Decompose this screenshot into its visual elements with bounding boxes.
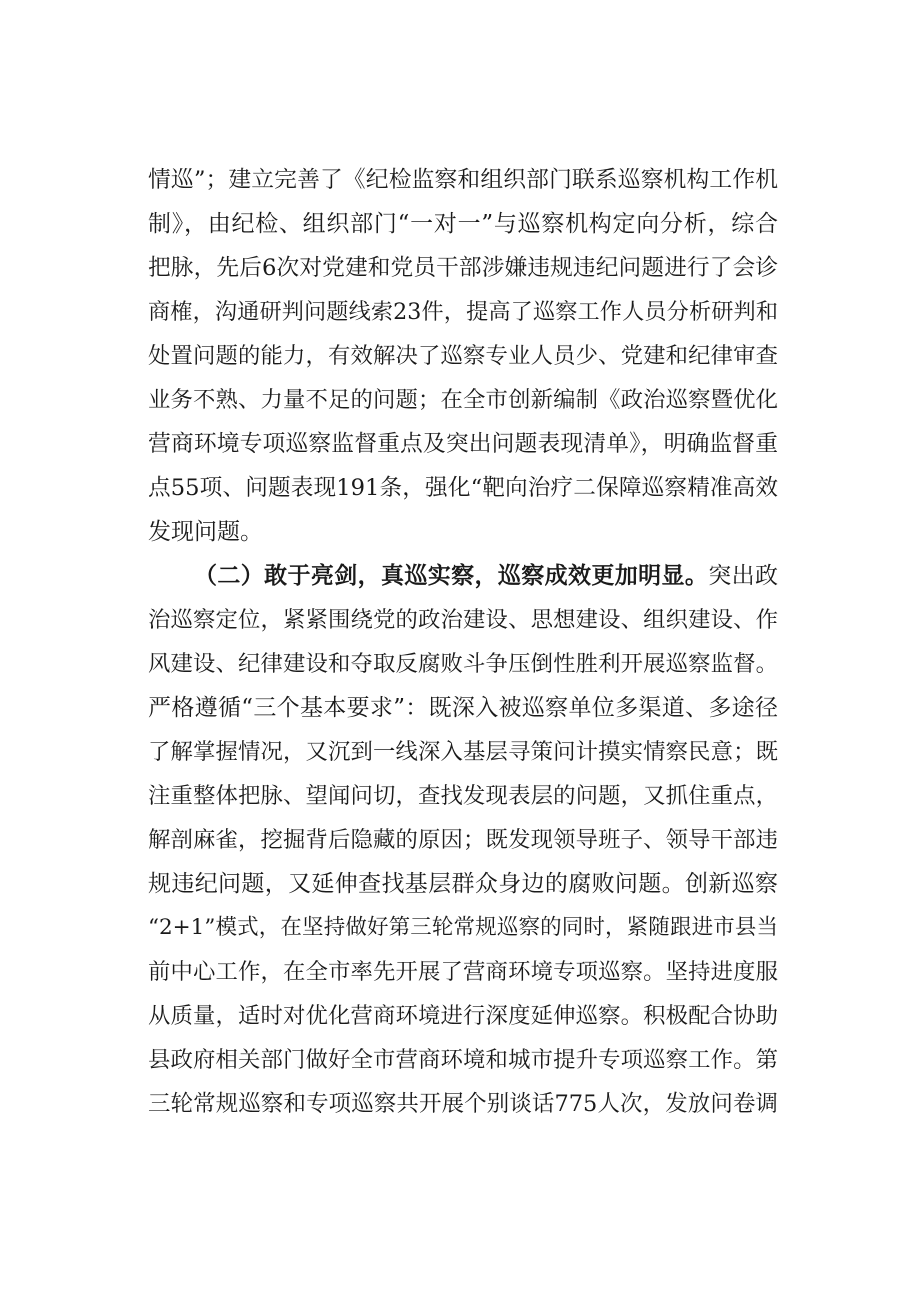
text-line: 解剖麻雀，挖掘背后隐藏的原因；既发现领导班子、领导干部违	[148, 827, 778, 853]
text-line: 了解掌握情况，又沉到一线深入基层寻策问计摸实情察民意；既	[148, 739, 778, 765]
text-line: 制》，由纪检、组织部门“一对一”与巡察机构定向分析，综合	[148, 211, 778, 237]
text-line: 注重整体把脉、望闻问切，查找发现表层的问题，又抓住重点，	[148, 783, 778, 809]
text-line: 发现问题。	[148, 519, 263, 545]
text-line: 营商环境专项巡察监督重点及突出问题表现清单》，明确监督重	[148, 431, 778, 457]
text-line: 把脉，先后6次对党建和党员干部涉嫌违规违纪问题进行了会诊	[148, 255, 778, 281]
paragraph-1	[148, 158, 778, 554]
section-heading-line	[148, 554, 778, 598]
text-line: 情巡”；建立完善了《纪检监察和组织部门联系巡察机构工作机	[148, 167, 778, 193]
section-heading-continuation: 突出政	[708, 563, 778, 589]
text-line: 三轮常规巡察和专项巡察共开展个别谈话775人次，发放问卷调	[148, 1091, 778, 1117]
text-line: 点55项、问题表现191条，强化“靶向治疗二保障巡察精准高效	[148, 475, 778, 501]
section-heading: （二）敢于亮剑，真巡实察，巡察成效更加明显。	[194, 562, 709, 589]
text-line: “2+1”模式，在坚持做好第三轮常规巡察的同时，紧随跟进市县当	[148, 915, 778, 940]
text-line: 处置问题的能力，有效解决了巡察专业人员少、党建和纪律审查	[148, 343, 778, 369]
text-line: 治巡察定位，紧紧围绕党的政治建设、思想建设、组织建设、作	[148, 607, 778, 633]
text-line: 县政府相关部门做好全市营商环境和城市提升专项巡察工作。第	[148, 1047, 778, 1073]
text-line: 严格遵循“三个基本要求”：既深入被巡察单位多渠道、多途径	[148, 695, 778, 721]
text-line: 风建设、纪律建设和夺取反腐败斗争压倒性胜利开展巡察监督。	[148, 651, 778, 677]
text-line: 从质量，适时对优化营商环境进行深度延伸巡察。积极配合协助	[148, 1003, 778, 1029]
text-line: 规违纪问题，又延伸查找基层群众身边的腐败问题。创新巡察	[148, 871, 778, 897]
paragraph-2	[148, 554, 778, 1126]
text-line: 业务不熟、力量不足的问题；在全市创新编制《政治巡察暨优化	[148, 387, 778, 413]
text-line: 前中心工作，在全市率先开展了营商环境专项巡察。坚持进度服	[148, 959, 778, 985]
text-line: 商榷，沟通研判问题线索23件，提高了巡察工作人员分析研判和	[148, 299, 778, 325]
